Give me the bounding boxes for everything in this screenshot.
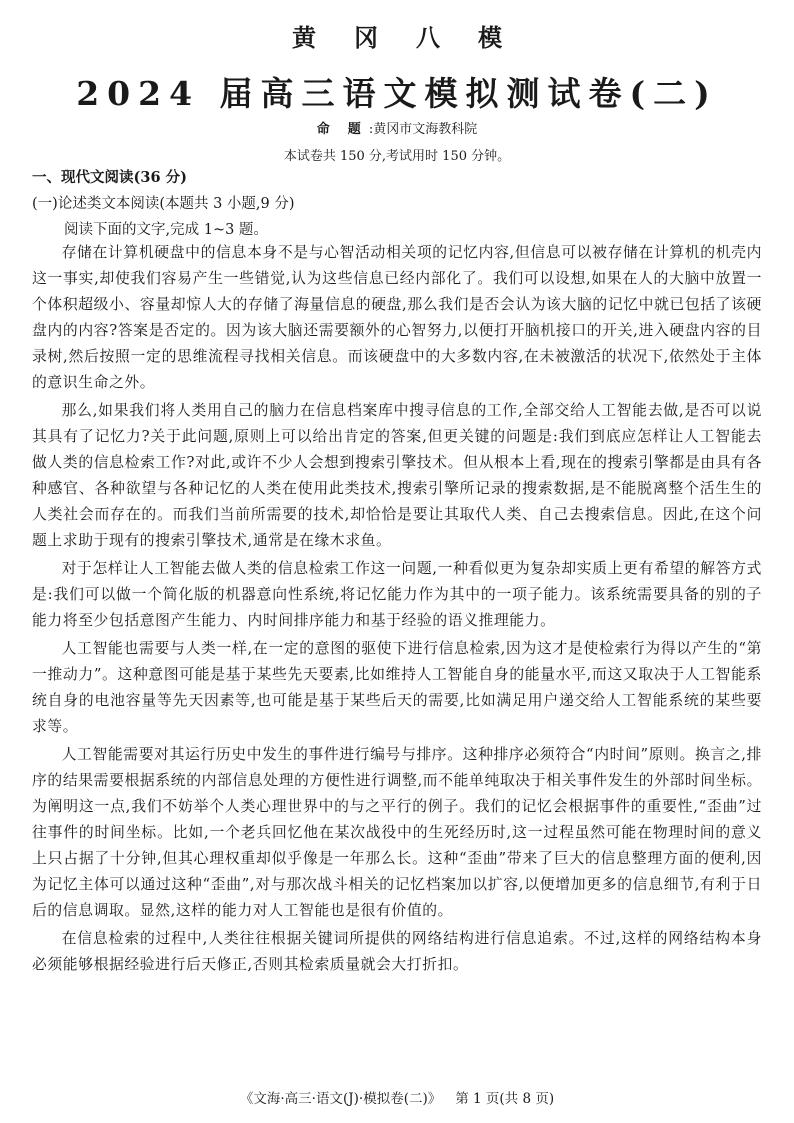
- sub-heading: (一)论述类文本阅读(本题共 3 小题,9 分): [32, 196, 295, 212]
- article-paragraph: 对于怎样让人工智能去做人类的信息检索工作这一问题,一种看似更为复杂却实质上更有希望的解答方式是:我们可以做一个简化版的机器意向性系统,将记忆能力作为其中的一项子能力。该系统需要具备的别的子能力将至少包括意图产生能力、内时间排序能力和基于经验的语义推理能力。: [32, 560, 762, 629]
- main-title: 2024 届高三语文模拟测试卷(二): [76, 74, 718, 113]
- exam-note: 本试卷共 150 分,考试用时 150 分钟。: [283, 149, 511, 164]
- article-paragraph: 存储在计算机硬盘中的信息本身不是与心智活动相关项的记忆内容,但信息可以被存储在计算机的机壳内这一事实,却使我们容易产生一些错觉,认为这些信息已经内部化了。我们可以设想,如果在人的大脑中放置一个体积超级小、容量却惊人大的存储了海量信息的硬盘,那么我们是否会认为该大脑的记忆中就已包括了该硬盘内的内容?答案是否定的。因为该大脑还需要额外的心智努力,以便打开脑机接口的开关,进入硬盘内容的目录树,然后按照一定的思维流程寻找相关信息。而该硬盘中的大多数内容,在未被激活的状况下,依然处于主体的意识生命之外。: [32, 244, 762, 391]
- article-body: [32, 240, 762, 980]
- article-paragraph: 那么,如果我们将人类用自己的脑力在信息档案库中搜寻信息的工作,全部交给人工智能去做,是否可以说其具有了记忆力?关于此问题,原则上可以给出肯定的答案,但更关键的问题是:我们到底应怎样让人工智能去做人类的信息检索工作?对此,或许不少人会想到搜索引擎技术。但从根本上看,现在的搜索引擎都是由具有各种感官、各种欲望与各种记忆的人类在使用此类技术,搜索引擎所记录的搜索数据,是不能脱离整个活生生的人类社会而存在的。而我们当前所需要的技术,却恰恰是要让其取代人类、自己去搜索信息。因此,在这个问题上求助于现有的搜索引擎技术,通常是在缘木求鱼。: [32, 402, 762, 549]
- article-paragraph: 人工智能也需要与人类一样,在一定的意图的驱使下进行信息检索,因为这才是使检索行为得以产生的“第一推动力”。这种意图可能是基于某些先天要素,比如维持人工智能自身的能量水平,而这又取决于人工智能系统自身的电池容量等先天因素等,也可能是基于某些后天的需要,比如满足用户递交给人工智能系统的某些要求等。: [32, 640, 762, 735]
- reading-instruction: 阅读下面的文字,完成 1~3 题。: [64, 222, 268, 238]
- page-footer: [0, 1087, 794, 1107]
- article-paragraph: 在信息检索的过程中,人类往往根据关键词所提供的网络结构进行信息追索。不过,这样的网络结构本身必须能够根据经验进行后天修正,否则其检索质量就会大打折扣。: [32, 930, 762, 973]
- issuer-line: [0, 118, 794, 137]
- issuer-value: :黄冈市文海教科院: [368, 122, 478, 137]
- section-heading: 一、现代文阅读(36 分): [32, 169, 187, 186]
- issuer-label: 命题: [316, 122, 379, 137]
- series-title: 黄冈八模: [292, 23, 540, 52]
- footer-series: 《文海·高三·语文(J)·模拟卷(二)》: [239, 1091, 442, 1107]
- article-paragraph: 人工智能需要对其运行历史中发生的事件进行编号与排序。这种排序必须符合“内时间”原则。换言之,排序的结果需要根据系统的内部信息处理的方便性进行调整,而不能单纯取决于相关事件发生的外部时间坐标。为阐明这一点,我们不妨举个人类心理世界中的与之平行的例子。我们的记忆会根据事件的重要性,“歪曲”过往事件的时间坐标。比如,一个老兵回忆他在某次战役中的生死经历时,这一过程虽然可能在物理时间的意义上只占据了十分钟,但其心理权重却似乎像是一年那么长。这种“歪曲”带来了巨大的信息整理方面的便利,因为记忆主体可以通过这种“歪曲”,对与那次战斗相关的记忆档案加以扩容,以便增加更多的信息细节,有利于日后的信息调取。显然,这样的能力对人工智能也是很有价值的。: [32, 746, 762, 919]
- footer-page-number: 第 1 页(共 8 页): [455, 1091, 555, 1107]
